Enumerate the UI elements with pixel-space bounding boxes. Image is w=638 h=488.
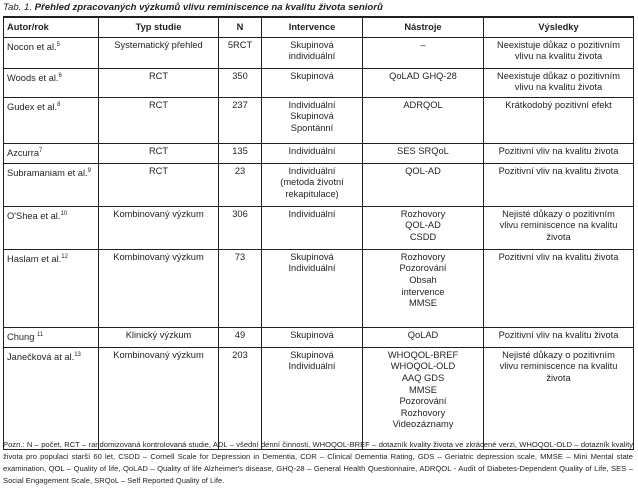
cell-tools bbox=[363, 143, 484, 163]
cell-n: 135 bbox=[219, 143, 262, 163]
cell-intervention-line: Spontánní bbox=[290, 122, 334, 133]
author-name: Nocon et al. bbox=[7, 41, 57, 52]
cell-results-line: Krátkodobý pozitivní efekt bbox=[505, 99, 612, 110]
cell-author bbox=[4, 143, 99, 163]
reference-number: 8 bbox=[57, 101, 61, 108]
author-name: Haslam et al. bbox=[7, 253, 62, 264]
cell-author bbox=[4, 206, 99, 249]
cell-tools bbox=[363, 163, 484, 206]
cell-results-line: vlivu na kvalitu života bbox=[514, 51, 603, 62]
cell-n: 73 bbox=[219, 249, 262, 327]
cell-tools bbox=[363, 327, 484, 347]
studies-table bbox=[3, 16, 634, 450]
author-name: O'Shea et al. bbox=[7, 210, 61, 221]
cell-intervention-line: Individuální bbox=[288, 361, 336, 372]
author-name: Woods et al. bbox=[7, 72, 59, 83]
cell-tools bbox=[363, 347, 484, 449]
header-study-type: Typ studie bbox=[99, 17, 219, 37]
cell-intervention-line: Individuální bbox=[288, 145, 336, 156]
cell-study-type: Kombinovaný výzkum bbox=[99, 249, 219, 327]
cell-intervention-line: individuální bbox=[288, 51, 336, 62]
cell-intervention bbox=[262, 206, 363, 249]
cell-tools-line: QOL-AD bbox=[405, 165, 441, 176]
header-results: Výsledky bbox=[484, 17, 634, 37]
cell-results bbox=[484, 163, 634, 206]
table-body bbox=[4, 37, 634, 449]
cell-tools-line: CSDD bbox=[409, 231, 437, 242]
cell-results-line: Neexistuje důkaz o pozitivním bbox=[497, 70, 620, 81]
table-caption bbox=[3, 1, 383, 15]
reference-number: 13 bbox=[74, 351, 81, 358]
author-name: Azcurra bbox=[7, 147, 40, 158]
reference-number: 9 bbox=[87, 167, 91, 174]
cell-intervention-line: rekapitulace) bbox=[285, 188, 339, 199]
cell-tools-line: MMSE bbox=[409, 298, 437, 309]
table-row bbox=[4, 249, 634, 327]
cell-intervention-line: Individuální bbox=[288, 263, 336, 274]
cell-tools-line: AAQ GDS bbox=[401, 372, 445, 383]
table-row bbox=[4, 347, 634, 449]
cell-intervention bbox=[262, 249, 363, 327]
cell-author bbox=[4, 97, 99, 143]
cell-study-type: RCT bbox=[99, 143, 219, 163]
table-footnote: Pozn.: N – počet, RCT – randomizovaná kontrolovaná studie, ADL – všední denní činnosti, WHOQOL-BREF – dotazník kvality života ve zkrácené verzi, WHOQOL-OLD – dotazník kvality života pro populaci starší 60 let, CSDD – Cornell Scale for Depression in Dementia, CDR – Clinical Dementia Rating, GDS – Geriatric depression scale, MMSE – Mini Mental state examination, QOL – Quality of life, QoLAD – Quality of life Alzheimer's disease, GHQ-28 – General Health Questionnaire, ADRQOL - Audit of Diabetes-Dependent Quality of Life, SES – Social Engagement Scale, SRQoL – Self Reported Quality of Life. bbox=[3, 440, 633, 485]
cell-n: 5RCT bbox=[219, 37, 262, 68]
cell-intervention bbox=[262, 347, 363, 449]
cell-results-line: Pozitivní vliv na kvalitu života bbox=[498, 251, 619, 262]
cell-author bbox=[4, 327, 99, 347]
cell-results bbox=[484, 249, 634, 327]
cell-intervention-line: Skupinová bbox=[290, 349, 334, 360]
cell-intervention-line: Skupinová bbox=[290, 111, 334, 122]
cell-author bbox=[4, 68, 99, 97]
reference-number: 6 bbox=[58, 72, 62, 79]
cell-intervention bbox=[262, 37, 363, 68]
header-n: N bbox=[219, 17, 262, 37]
cell-results bbox=[484, 68, 634, 97]
cell-tools-line: – bbox=[420, 39, 426, 50]
cell-intervention-line: Skupinová bbox=[290, 329, 334, 340]
cell-n: 203 bbox=[219, 347, 262, 449]
cell-intervention-line: Individuální bbox=[288, 165, 336, 176]
caption-title: Přehled zpracovaných výzkumů vlivu reminiscence na kvalitu života seniorů bbox=[34, 2, 383, 13]
cell-tools-line: Pozorování bbox=[399, 396, 447, 407]
header-intervention: Intervence bbox=[262, 17, 363, 37]
cell-tools bbox=[363, 68, 484, 97]
cell-intervention-line: Skupinová bbox=[290, 70, 334, 81]
table-row bbox=[4, 163, 634, 206]
cell-tools-line: Rozhovory bbox=[400, 407, 446, 418]
cell-study-type: RCT bbox=[99, 163, 219, 206]
cell-study-type: Kombinovaný výzkum bbox=[99, 347, 219, 449]
cell-tools-line: Obsah bbox=[409, 274, 437, 285]
cell-study-type: RCT bbox=[99, 97, 219, 143]
cell-results bbox=[484, 143, 634, 163]
reference-number: 5 bbox=[56, 41, 60, 48]
cell-intervention-line: Skupinová bbox=[290, 251, 334, 262]
cell-results bbox=[484, 206, 634, 249]
cell-tools-line: Rozhovory bbox=[400, 208, 446, 219]
cell-intervention bbox=[262, 97, 363, 143]
table-row bbox=[4, 327, 634, 347]
reference-number: 12 bbox=[61, 253, 68, 260]
cell-intervention-line: Individuální bbox=[288, 208, 336, 219]
cell-results bbox=[484, 327, 634, 347]
reference-number: 10 bbox=[60, 210, 68, 217]
cell-author bbox=[4, 249, 99, 327]
header-author: Autor/rok bbox=[4, 17, 99, 37]
cell-results-line: života bbox=[546, 231, 571, 242]
cell-tools bbox=[363, 37, 484, 68]
cell-intervention bbox=[262, 68, 363, 97]
table-header-row bbox=[4, 17, 634, 37]
author-name: Subramaniam et al. bbox=[7, 167, 88, 178]
cell-n: 350 bbox=[219, 68, 262, 97]
cell-tools-line: QoLAD GHQ-28 bbox=[389, 70, 457, 81]
header-tools: Nástroje bbox=[363, 17, 484, 37]
author-name: Janečková at al. bbox=[7, 351, 75, 362]
cell-results-line: vlivu reminiscence na kvalitu bbox=[499, 220, 618, 231]
cell-author bbox=[4, 37, 99, 68]
cell-results-line: Pozitivní vliv na kvalitu života bbox=[498, 165, 619, 176]
cell-results-line: Pozitivní vliv na kvalitu života bbox=[498, 329, 619, 340]
author-name: Gudex et al. bbox=[7, 101, 58, 112]
cell-tools bbox=[363, 206, 484, 249]
cell-intervention bbox=[262, 143, 363, 163]
cell-tools-line: ADRQOL bbox=[403, 99, 443, 110]
cell-tools-line: QoLAD bbox=[407, 329, 439, 340]
cell-tools-line: SES SRQoL bbox=[397, 145, 449, 156]
cell-study-type: Systematický přehled bbox=[99, 37, 219, 68]
cell-n: 237 bbox=[219, 97, 262, 143]
cell-author bbox=[4, 163, 99, 206]
cell-results bbox=[484, 97, 634, 143]
table-row bbox=[4, 206, 634, 249]
cell-results-line: Neexistuje důkaz o pozitivním bbox=[497, 39, 620, 50]
cell-results-line: života bbox=[546, 372, 571, 383]
cell-results bbox=[484, 347, 634, 449]
cell-author bbox=[4, 347, 99, 449]
cell-results-line: Pozitivní vliv na kvalitu života bbox=[498, 145, 619, 156]
cell-n: 306 bbox=[219, 206, 262, 249]
table-row bbox=[4, 97, 634, 143]
cell-results-line: vlivu reminiscence na kvalitu bbox=[499, 361, 618, 372]
cell-results-line: vlivu na kvalitu života bbox=[514, 82, 603, 93]
cell-tools-line: WHOQOL-BREF bbox=[387, 349, 459, 360]
cell-n: 49 bbox=[219, 327, 262, 347]
cell-study-type: Kombinovaný výzkum bbox=[99, 206, 219, 249]
author-name: Chung bbox=[7, 331, 37, 342]
cell-tools-line: WHOQOL-OLD bbox=[390, 361, 456, 372]
cell-tools-line: Rozhovory bbox=[400, 251, 446, 262]
cell-tools-line: QOL-AD bbox=[405, 220, 441, 231]
cell-study-type: Klinický výzkum bbox=[99, 327, 219, 347]
table-row bbox=[4, 68, 634, 97]
caption-label: Tab. 1. bbox=[3, 2, 32, 13]
cell-results-line: Nejisté důkazy o pozitivním bbox=[502, 349, 615, 360]
cell-results-line: Nejisté důkazy o pozitivním bbox=[502, 208, 615, 219]
cell-intervention bbox=[262, 163, 363, 206]
cell-intervention bbox=[262, 327, 363, 347]
cell-intervention-line: Individuální bbox=[288, 99, 336, 110]
cell-study-type: RCT bbox=[99, 68, 219, 97]
cell-results bbox=[484, 37, 634, 68]
cell-n: 23 bbox=[219, 163, 262, 206]
cell-intervention-line: Skupinová bbox=[290, 39, 334, 50]
cell-tools-line: intervence bbox=[401, 286, 445, 297]
reference-number: 11 bbox=[36, 331, 44, 338]
reference-number: 7 bbox=[39, 147, 43, 154]
cell-tools-line: Videozáznamy bbox=[392, 419, 454, 430]
cell-tools-line: MMSE bbox=[409, 384, 437, 395]
cell-tools-line: Pozorování bbox=[399, 263, 447, 274]
table-row bbox=[4, 37, 634, 68]
table-row bbox=[4, 143, 634, 163]
cell-intervention-line: (metoda životní bbox=[280, 177, 344, 188]
cell-tools bbox=[363, 249, 484, 327]
cell-tools bbox=[363, 97, 484, 143]
